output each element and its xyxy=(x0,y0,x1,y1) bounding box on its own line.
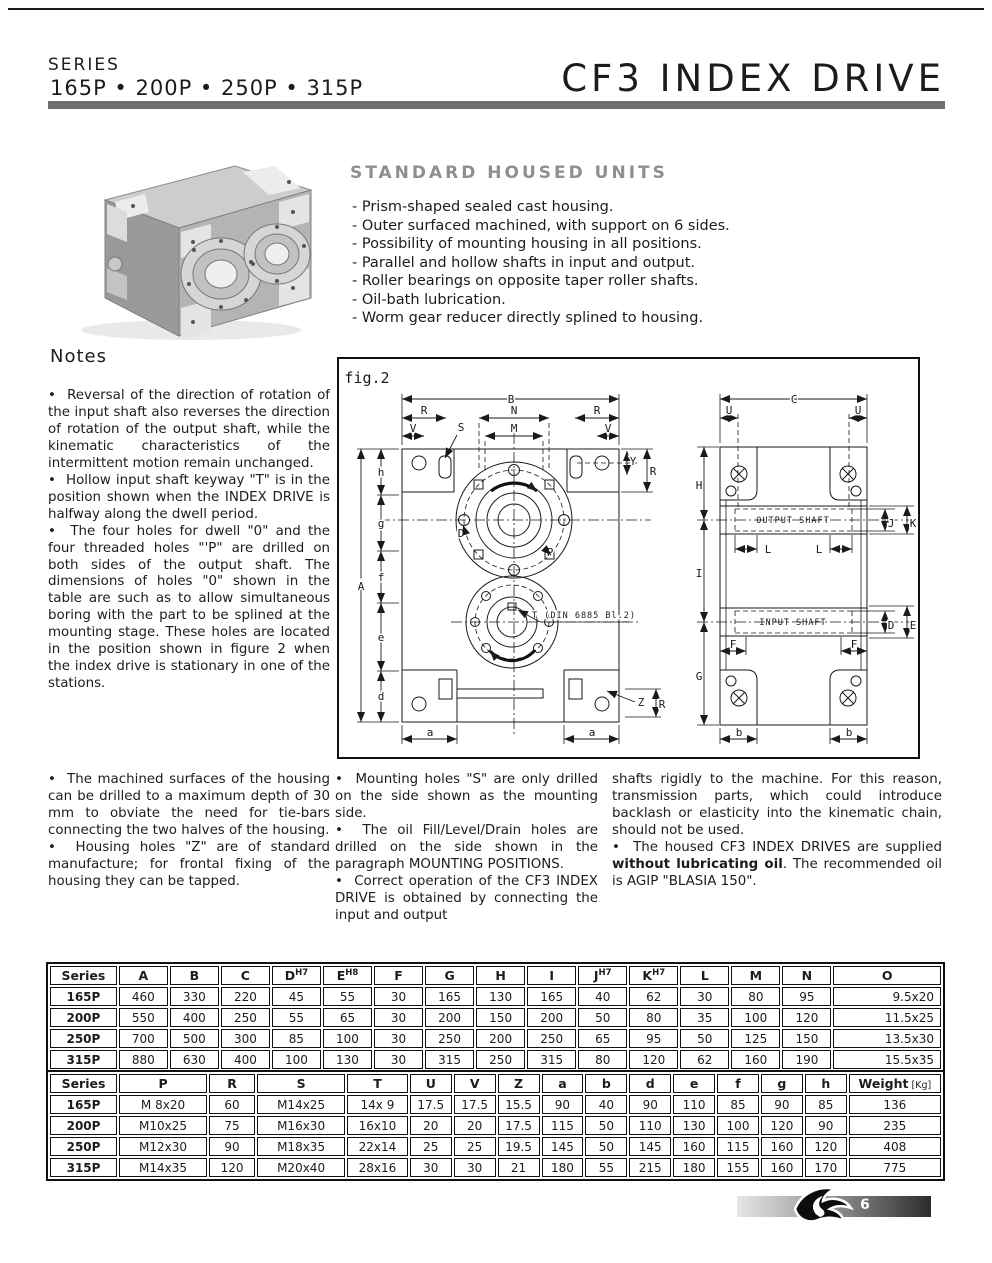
value-cell: 80 xyxy=(629,1008,678,1027)
svg-text:L: L xyxy=(815,543,823,556)
column-header: R xyxy=(209,1074,255,1093)
svg-text:V: V xyxy=(604,422,612,435)
value-cell: 160 xyxy=(761,1137,803,1156)
dimensions-table-2 xyxy=(46,1070,945,1181)
list-item: - Parallel and hollow shafts in input and output. xyxy=(352,254,938,273)
svg-text:g: g xyxy=(377,517,385,530)
column-header: H xyxy=(476,966,525,985)
oil-note-bold: without lubricating oil xyxy=(612,856,783,872)
value-cell: M18x35 xyxy=(257,1137,345,1156)
value-cell: 9.5x20 xyxy=(833,987,941,1006)
brand-logo-icon xyxy=(790,1181,856,1231)
column-header: M xyxy=(731,966,780,985)
value-cell: 150 xyxy=(782,1029,831,1048)
value-cell: 170 xyxy=(805,1158,847,1177)
column-header: I xyxy=(527,966,576,985)
series-cell: 315P xyxy=(50,1050,117,1069)
note-paragraph: • The four holes for dwell "0" and the four threaded holes "'P" are drilled on both sides of the output shaft. The dimensions of holes "0" shown in the table are such as to allow simultaneous boring with the part to be splined at the mounting stage. These holes are located in the position shown in figure 2 when the index drive is stationary in one of the stations. xyxy=(48,524,330,694)
notes-heading: Notes xyxy=(50,346,107,367)
svg-text:K: K xyxy=(909,517,917,530)
value-cell: 90 xyxy=(761,1095,803,1114)
value-cell: 136 xyxy=(849,1095,941,1114)
value-cell: 190 xyxy=(782,1050,831,1069)
value-cell: 20 xyxy=(410,1116,452,1135)
value-cell: 200 xyxy=(425,1008,474,1027)
value-cell: 100 xyxy=(272,1050,321,1069)
value-cell: 80 xyxy=(578,1050,627,1069)
column-header: T xyxy=(347,1074,408,1093)
list-item: - Prism-shaped sealed cast housing. xyxy=(352,198,938,217)
value-cell: 50 xyxy=(585,1116,627,1135)
svg-text:R: R xyxy=(420,404,428,417)
value-cell: 165 xyxy=(527,987,576,1006)
column-header: g xyxy=(761,1074,803,1093)
column-header: Z xyxy=(498,1074,540,1093)
value-cell: 25 xyxy=(410,1137,452,1156)
value-cell: 250 xyxy=(425,1029,474,1048)
column-header: Series xyxy=(50,1074,117,1093)
note-paragraph: shafts rigidly to the machine. For this reason, transmission parts, which could introduce backlash or elasticity into the kinematic chain, should not be used. xyxy=(612,772,942,838)
value-cell: 62 xyxy=(680,1050,729,1069)
value-cell: 19.5 xyxy=(498,1137,540,1156)
value-cell: 30 xyxy=(374,1008,423,1027)
series-cell: 315P xyxy=(50,1158,117,1177)
table-row xyxy=(50,1095,941,1114)
value-cell: 120 xyxy=(209,1158,255,1177)
value-cell: 250 xyxy=(221,1008,270,1027)
value-cell: 100 xyxy=(717,1116,759,1135)
value-cell: 235 xyxy=(849,1116,941,1135)
svg-text:b: b xyxy=(735,726,743,739)
value-cell: 17.5 xyxy=(498,1116,540,1135)
value-cell: 85 xyxy=(272,1029,321,1048)
dimensions-table-1 xyxy=(46,962,945,1073)
svg-text:H: H xyxy=(695,479,703,492)
series-cell: 200P xyxy=(50,1116,117,1135)
value-cell: 550 xyxy=(119,1008,168,1027)
value-cell: 220 xyxy=(221,987,270,1006)
svg-text:Z: Z xyxy=(637,696,645,709)
value-cell: 90 xyxy=(629,1095,671,1114)
column-header: Weight [Kg] xyxy=(849,1074,941,1093)
notes-column xyxy=(48,388,330,693)
value-cell: 30 xyxy=(374,1050,423,1069)
list-item: - Possibility of mounting housing in all positions. xyxy=(352,235,938,254)
value-cell: 15.5 xyxy=(498,1095,540,1114)
svg-text:J: J xyxy=(887,517,895,530)
value-cell: M14x35 xyxy=(119,1158,207,1177)
value-cell: 880 xyxy=(119,1050,168,1069)
column-header: d xyxy=(629,1074,671,1093)
value-cell: 315 xyxy=(527,1050,576,1069)
fig2-caption: fig.2 xyxy=(344,369,390,387)
value-cell: 30 xyxy=(680,987,729,1006)
svg-text:C: C xyxy=(790,393,798,406)
column-header: b xyxy=(585,1074,627,1093)
oil-note-before: The housed CF3 INDEX DRIVES are supplied xyxy=(633,839,942,855)
column-header: G xyxy=(425,966,474,985)
value-cell: 115 xyxy=(717,1137,759,1156)
list-item: - Outer surfaced machined, with support on 6 sides. xyxy=(352,217,938,236)
column-header: e xyxy=(673,1074,715,1093)
note-paragraph: • Mounting holes "S" are only drilled on the side shown as the mounting side. xyxy=(335,772,598,823)
value-cell: 150 xyxy=(476,1008,525,1027)
column-header: $J^{H7}$ xyxy=(578,966,627,985)
value-cell: 95 xyxy=(629,1029,678,1048)
svg-text:A: A xyxy=(357,580,365,593)
value-cell: 130 xyxy=(323,1050,372,1069)
fig2-drawing xyxy=(337,357,920,759)
note-paragraph: • Correct operation of the CF3 INDEX DRIVE is obtained by connecting the input and output xyxy=(335,874,598,925)
standard-housed-units-list xyxy=(352,198,938,328)
column-header: F xyxy=(374,966,423,985)
value-cell: 200 xyxy=(527,1008,576,1027)
svg-text:P: P xyxy=(546,546,554,559)
svg-text:e: e xyxy=(377,631,385,644)
svg-text:U: U xyxy=(854,404,862,417)
value-cell: 775 xyxy=(849,1158,941,1177)
notes-bottom-column-2 xyxy=(335,772,598,925)
value-cell: 35 xyxy=(680,1008,729,1027)
value-cell: 130 xyxy=(673,1116,715,1135)
value-cell: 90 xyxy=(805,1116,847,1135)
value-cell: 30 xyxy=(410,1158,452,1177)
svg-text:U: U xyxy=(725,404,733,417)
svg-text:a: a xyxy=(426,726,434,739)
svg-text:R: R xyxy=(649,465,657,478)
series-cell: 200P xyxy=(50,1008,117,1027)
column-header: N xyxy=(782,966,831,985)
column-header: U xyxy=(410,1074,452,1093)
value-cell: 55 xyxy=(323,987,372,1006)
value-cell: 315 xyxy=(425,1050,474,1069)
list-item: - Oil-bath lubrication. xyxy=(352,291,938,310)
column-header: f xyxy=(717,1074,759,1093)
column-header: L xyxy=(680,966,729,985)
svg-text:L: L xyxy=(764,543,772,556)
list-item: - Worm gear reducer directly splined to housing. xyxy=(352,309,938,328)
value-cell: 75 xyxy=(209,1116,255,1135)
value-cell: 90 xyxy=(209,1137,255,1156)
value-cell: 630 xyxy=(170,1050,219,1069)
value-cell: 120 xyxy=(761,1116,803,1135)
value-cell: M14x25 xyxy=(257,1095,345,1114)
value-cell: 155 xyxy=(717,1158,759,1177)
page-title: CF3 INDEX DRIVE xyxy=(561,57,945,100)
table-row xyxy=(50,1116,941,1135)
value-cell: 160 xyxy=(731,1050,780,1069)
value-cell: 145 xyxy=(629,1137,671,1156)
value-cell: M16x30 xyxy=(257,1116,345,1135)
svg-text:B: B xyxy=(507,393,515,406)
svg-text:M: M xyxy=(510,422,518,435)
value-cell: 180 xyxy=(542,1158,584,1177)
svg-text:f: f xyxy=(377,571,385,584)
series-cell: 250P xyxy=(50,1029,117,1048)
svg-text:b: b xyxy=(845,726,853,739)
svg-text:R: R xyxy=(593,404,601,417)
column-header: $E^{H8}$ xyxy=(323,966,372,985)
svg-text:S: S xyxy=(457,421,465,434)
series-cell: 250P xyxy=(50,1137,117,1156)
value-cell: 30 xyxy=(454,1158,496,1177)
series-values: 165P • 200P • 250P • 315P xyxy=(50,76,364,100)
table-row xyxy=(50,1008,941,1027)
column-header: Series xyxy=(50,966,117,985)
note-paragraph: • Reversal of the direction of rotation of the input shaft also reverses the direction of rotation of the output shaft, while the kinematic characteristics of the intermittent motion remain unchanged. xyxy=(48,388,330,473)
value-cell: 50 xyxy=(680,1029,729,1048)
svg-text:F: F xyxy=(850,638,858,651)
value-cell: 22x14 xyxy=(347,1137,408,1156)
notes-bottom-column-1 xyxy=(48,772,330,891)
header-row xyxy=(50,1074,941,1093)
side-view xyxy=(697,414,918,725)
svg-text:D: D xyxy=(887,619,895,632)
svg-text:D: D xyxy=(457,527,465,540)
note-paragraph: • The machined surfaces of the housing can be drilled to a maximum depth of 30 mm to obviate the need for tie-bars connecting the two halves of the housing. xyxy=(48,772,330,840)
svg-text:F: F xyxy=(729,638,737,651)
table-row xyxy=(50,1029,941,1048)
value-cell: 250 xyxy=(527,1029,576,1048)
column-header: V xyxy=(454,1074,496,1093)
column-header: S xyxy=(257,1074,345,1093)
header-row xyxy=(50,966,941,985)
value-cell: 160 xyxy=(761,1158,803,1177)
value-cell: 120 xyxy=(629,1050,678,1069)
value-cell: M10x25 xyxy=(119,1116,207,1135)
svg-text:Y: Y xyxy=(629,455,637,468)
value-cell: 14x 9 xyxy=(347,1095,408,1114)
header-divider-bar xyxy=(48,101,945,109)
value-cell: 65 xyxy=(578,1029,627,1048)
series-cell: 165P xyxy=(50,1095,117,1114)
value-cell: 50 xyxy=(585,1137,627,1156)
value-cell: M 8x20 xyxy=(119,1095,207,1114)
value-cell: 65 xyxy=(323,1008,372,1027)
page-number: 6 xyxy=(860,1197,870,1213)
series-cell: 165P xyxy=(50,987,117,1006)
value-cell: 460 xyxy=(119,987,168,1006)
value-cell: 160 xyxy=(673,1137,715,1156)
svg-text:E: E xyxy=(909,619,917,632)
value-cell: 16x10 xyxy=(347,1116,408,1135)
column-header: A xyxy=(119,966,168,985)
value-cell: 11.5x25 xyxy=(833,1008,941,1027)
value-cell: 408 xyxy=(849,1137,941,1156)
value-cell: 400 xyxy=(170,1008,219,1027)
value-cell: 700 xyxy=(119,1029,168,1048)
side-view-dimensions xyxy=(696,393,917,744)
value-cell: 110 xyxy=(673,1095,715,1114)
value-cell: 60 xyxy=(209,1095,255,1114)
value-cell: 25 xyxy=(454,1137,496,1156)
value-cell: 15.5x35 xyxy=(833,1050,941,1069)
table-row xyxy=(50,987,941,1006)
value-cell: 300 xyxy=(221,1029,270,1048)
value-cell: 145 xyxy=(542,1137,584,1156)
svg-text:a: a xyxy=(588,726,596,739)
value-cell: 110 xyxy=(629,1116,671,1135)
table-row xyxy=(50,1050,941,1069)
value-cell: 120 xyxy=(782,1008,831,1027)
value-cell: 500 xyxy=(170,1029,219,1048)
series-label: SERIES xyxy=(48,55,120,75)
value-cell: 100 xyxy=(731,1008,780,1027)
value-cell: 28x16 xyxy=(347,1158,408,1177)
value-cell: 215 xyxy=(629,1158,671,1177)
table-row xyxy=(50,1158,941,1177)
value-cell: 17.5 xyxy=(454,1095,496,1114)
svg-text:T (DIN 6885 Bl.2): T (DIN 6885 Bl.2) xyxy=(532,611,636,621)
value-cell: 250 xyxy=(476,1050,525,1069)
svg-text:R: R xyxy=(658,698,666,711)
svg-text:INPUT SHAFT: INPUT SHAFT xyxy=(759,618,827,628)
value-cell: 120 xyxy=(805,1137,847,1156)
value-cell: 62 xyxy=(629,987,678,1006)
value-cell: 200 xyxy=(476,1029,525,1048)
note-paragraph: • Housing holes "Z" are of standard manufacture; for frontal fixing of the housing they can be tapped. xyxy=(48,840,330,891)
value-cell: 115 xyxy=(542,1116,584,1135)
value-cell: 85 xyxy=(805,1095,847,1114)
value-cell: 95 xyxy=(782,987,831,1006)
column-header: B xyxy=(170,966,219,985)
notes-bottom-column-3 xyxy=(612,772,942,891)
value-cell: 45 xyxy=(272,987,321,1006)
housing-photo xyxy=(53,142,321,346)
front-view xyxy=(379,433,651,737)
value-cell: 85 xyxy=(717,1095,759,1114)
svg-text:I: I xyxy=(695,567,703,580)
value-cell: 13.5x30 xyxy=(833,1029,941,1048)
value-cell: 100 xyxy=(323,1029,372,1048)
column-header: P xyxy=(119,1074,207,1093)
value-cell: 330 xyxy=(170,987,219,1006)
value-cell: 50 xyxy=(578,1008,627,1027)
column-header: $D^{H7}$ xyxy=(272,966,321,985)
value-cell: 40 xyxy=(578,987,627,1006)
value-cell: 55 xyxy=(272,1008,321,1027)
value-cell: 180 xyxy=(673,1158,715,1177)
value-cell: 400 xyxy=(221,1050,270,1069)
svg-text:N: N xyxy=(510,404,518,417)
value-cell: 80 xyxy=(731,987,780,1006)
value-cell: 40 xyxy=(585,1095,627,1114)
svg-text:OUTPUT SHAFT: OUTPUT SHAFT xyxy=(756,516,830,526)
svg-text:V: V xyxy=(409,422,417,435)
svg-text:G: G xyxy=(695,670,703,683)
column-header: O xyxy=(833,966,941,985)
column-header: h xyxy=(805,1074,847,1093)
value-cell: 17.5 xyxy=(410,1095,452,1114)
top-border-rule xyxy=(8,8,984,10)
oil-note-after: . The recommended oil is AGIP "BLASIA 150". xyxy=(612,856,942,889)
value-cell: 125 xyxy=(731,1029,780,1048)
column-header: $K^{H7}$ xyxy=(629,966,678,985)
column-header: C xyxy=(221,966,270,985)
value-cell: 21 xyxy=(498,1158,540,1177)
value-cell: 30 xyxy=(374,1029,423,1048)
value-cell: 165 xyxy=(425,987,474,1006)
note-paragraph xyxy=(612,840,942,891)
value-cell: M20x40 xyxy=(257,1158,345,1177)
value-cell: 55 xyxy=(585,1158,627,1177)
value-cell: 30 xyxy=(374,987,423,1006)
table-row xyxy=(50,1137,941,1156)
svg-text:h: h xyxy=(377,466,385,479)
note-paragraph: • The oil Fill/Level/Drain holes are drilled on the side shown in the paragraph MOUNTING POSITIONS. xyxy=(335,823,598,874)
value-cell: 90 xyxy=(542,1095,584,1114)
note-paragraph: • Hollow input shaft keyway "T" is in the position shown when the INDEX DRIVE is halfway along the dwell period. xyxy=(48,473,330,524)
list-item: - Roller bearings on opposite taper roller shafts. xyxy=(352,272,938,291)
value-cell: M12x30 xyxy=(119,1137,207,1156)
column-header: a xyxy=(542,1074,584,1093)
standard-housed-units-heading: STANDARD HOUSED UNITS xyxy=(350,163,668,183)
svg-text:d: d xyxy=(377,690,385,703)
value-cell: 130 xyxy=(476,987,525,1006)
value-cell: 20 xyxy=(454,1116,496,1135)
